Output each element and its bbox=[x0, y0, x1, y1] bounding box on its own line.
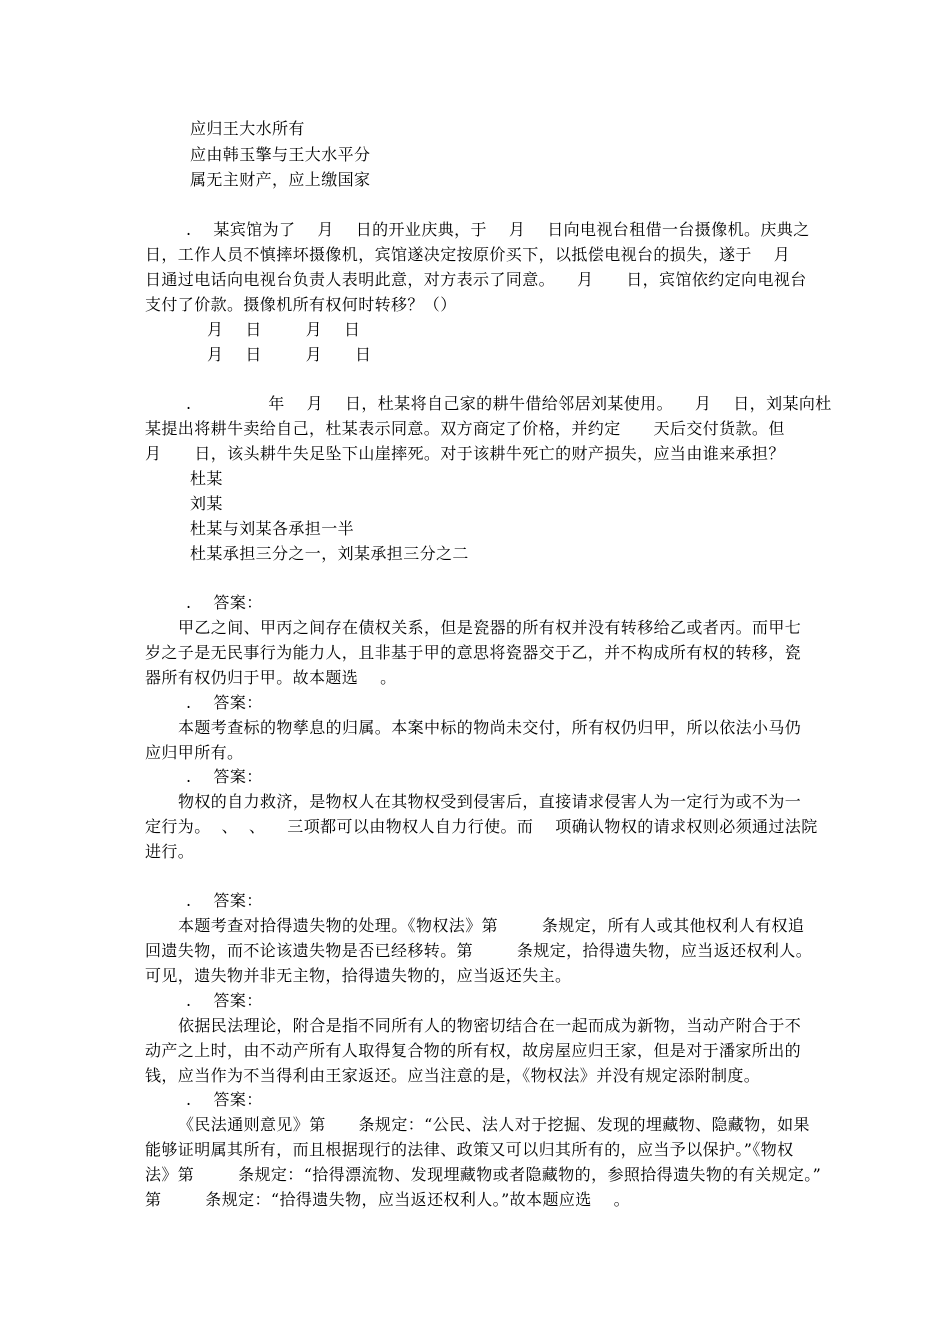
answer-text-line: 进行。 bbox=[145, 842, 195, 861]
option-line: 应由韩玉擎与王大水平分 bbox=[190, 145, 371, 164]
option-line: 杜某 bbox=[190, 469, 223, 488]
question-line: 某提出将耕牛卖给自己，杜某表示同意。双方商定了价格，并约定 天后交付货款。但 bbox=[145, 419, 785, 438]
option-line: 月 日 月 日 bbox=[207, 320, 361, 339]
answer-text-line: 本题考查标的物孳息的归属。本案中标的物尚未交付，所有权仍归甲，所以依法小马仍 bbox=[178, 718, 802, 737]
answer-label: . 答案： bbox=[186, 1090, 263, 1109]
question-line: . 年 月 日，杜某将自己家的耕牛借给邻居刘某使用。 月 日，刘某向杜 bbox=[186, 394, 832, 413]
answer-text-line: 《民法通则意见》第 条规定：“公民、法人对于挖掘、发现的埋藏物、隐藏物，如果 bbox=[178, 1115, 810, 1134]
question-line: 支付了价款。摄像机所有权何时转移？（） bbox=[145, 295, 457, 314]
answer-text-line: 钱，应当作为不当得利由王家返还。应当注意的是，《物权法》并没有规定添附制度。 bbox=[145, 1066, 761, 1085]
answer-text-line: 可见，遗失物并非无主物，拾得遗失物的，应当返还失主。 bbox=[145, 966, 572, 985]
option-line: 杜某与刘某各承担一半 bbox=[190, 519, 355, 538]
question-line: . 某宾馆为了 月 日的开业庆典，于 月 日向电视台租借一台摄像机。庆典之 bbox=[186, 220, 810, 239]
option-line: 应归王大水所有 bbox=[190, 119, 305, 138]
answer-label: . 答案： bbox=[186, 693, 263, 712]
question-line: 日通过电话向电视台负责人表明此意，对方表示了同意。 月 日，宾馆依约定向电视台 bbox=[145, 270, 807, 289]
answer-text-line: 岁之子是无民事行为能力人，且非基于甲的意思将瓷器交于乙，并不构成所有权的转移，瓷 bbox=[145, 643, 802, 662]
answer-text-line: 第 条规定：“拾得遗失物，应当返还权利人。”故本题应选 。 bbox=[145, 1190, 630, 1209]
answer-text-line: 定行为。 、 、 三项都可以由物权人自力行使。而 项确认物权的请求权则必须通过法院 bbox=[145, 817, 818, 836]
option-line: 刘某 bbox=[190, 494, 223, 513]
answer-text-line: 能够证明属其所有，而且根据现行的法律、政策又可以归其所有的，应当予以保护。”《物权 bbox=[145, 1140, 794, 1159]
answer-text-line: 甲乙之间、甲丙之间存在债权关系，但是瓷器的所有权并没有转移给乙或者丙。而甲七 bbox=[178, 618, 802, 637]
option-line: 月 日 月 日 bbox=[207, 345, 372, 364]
question-line: 日，工作人员不慎摔坏摄像机，宾馆遂决定按原价买下，以抵偿电视台的损失，遂于 月 bbox=[145, 245, 791, 264]
answer-label: . 答案： bbox=[186, 593, 263, 612]
answer-text-line: 本题考查对拾得遗失物的处理。《物权法》第 条规定，所有人或其他权利人有权追 bbox=[178, 916, 805, 935]
answer-label: . 答案： bbox=[186, 767, 263, 786]
answer-text-line: 物权的自力救济，是物权人在其物权受到侵害后，直接请求侵害人为一定行为或不为一 bbox=[178, 792, 802, 811]
answer-label: . 答案： bbox=[186, 991, 263, 1010]
question-line: 月 日，该头耕牛失足坠下山崖摔死。对于该耕牛死亡的财产损失，应当由谁来承担？ bbox=[145, 444, 785, 463]
answer-text-line: 应归甲所有。 bbox=[145, 743, 244, 762]
answer-text-line: 器所有权仍归于甲。故本题选 。 bbox=[145, 668, 397, 687]
answer-text-line: 法》第 条规定：“拾得漂流物、发现埋藏物或者隐藏物的，参照拾得遗失物的有关规定。” bbox=[145, 1165, 822, 1184]
answer-text-line: 回遗失物，而不论该遗失物是否已经移转。第 条规定，拾得遗失物，应当返还权利人。 bbox=[145, 941, 813, 960]
answer-text-line: 动产之上时，由不动产所有人取得复合物的所有权，故房屋应归王家，但是对于潘家所出的 bbox=[145, 1041, 802, 1060]
option-line: 杜某承担三分之一，刘某承担三分之二 bbox=[190, 544, 469, 563]
option-line: 属无主财产，应上缴国家 bbox=[190, 170, 371, 189]
answer-text-line: 依据民法理论，附合是指不同所有人的物密切结合在一起而成为新物，当动产附合于不 bbox=[178, 1016, 802, 1035]
answer-label: . 答案： bbox=[186, 891, 263, 910]
